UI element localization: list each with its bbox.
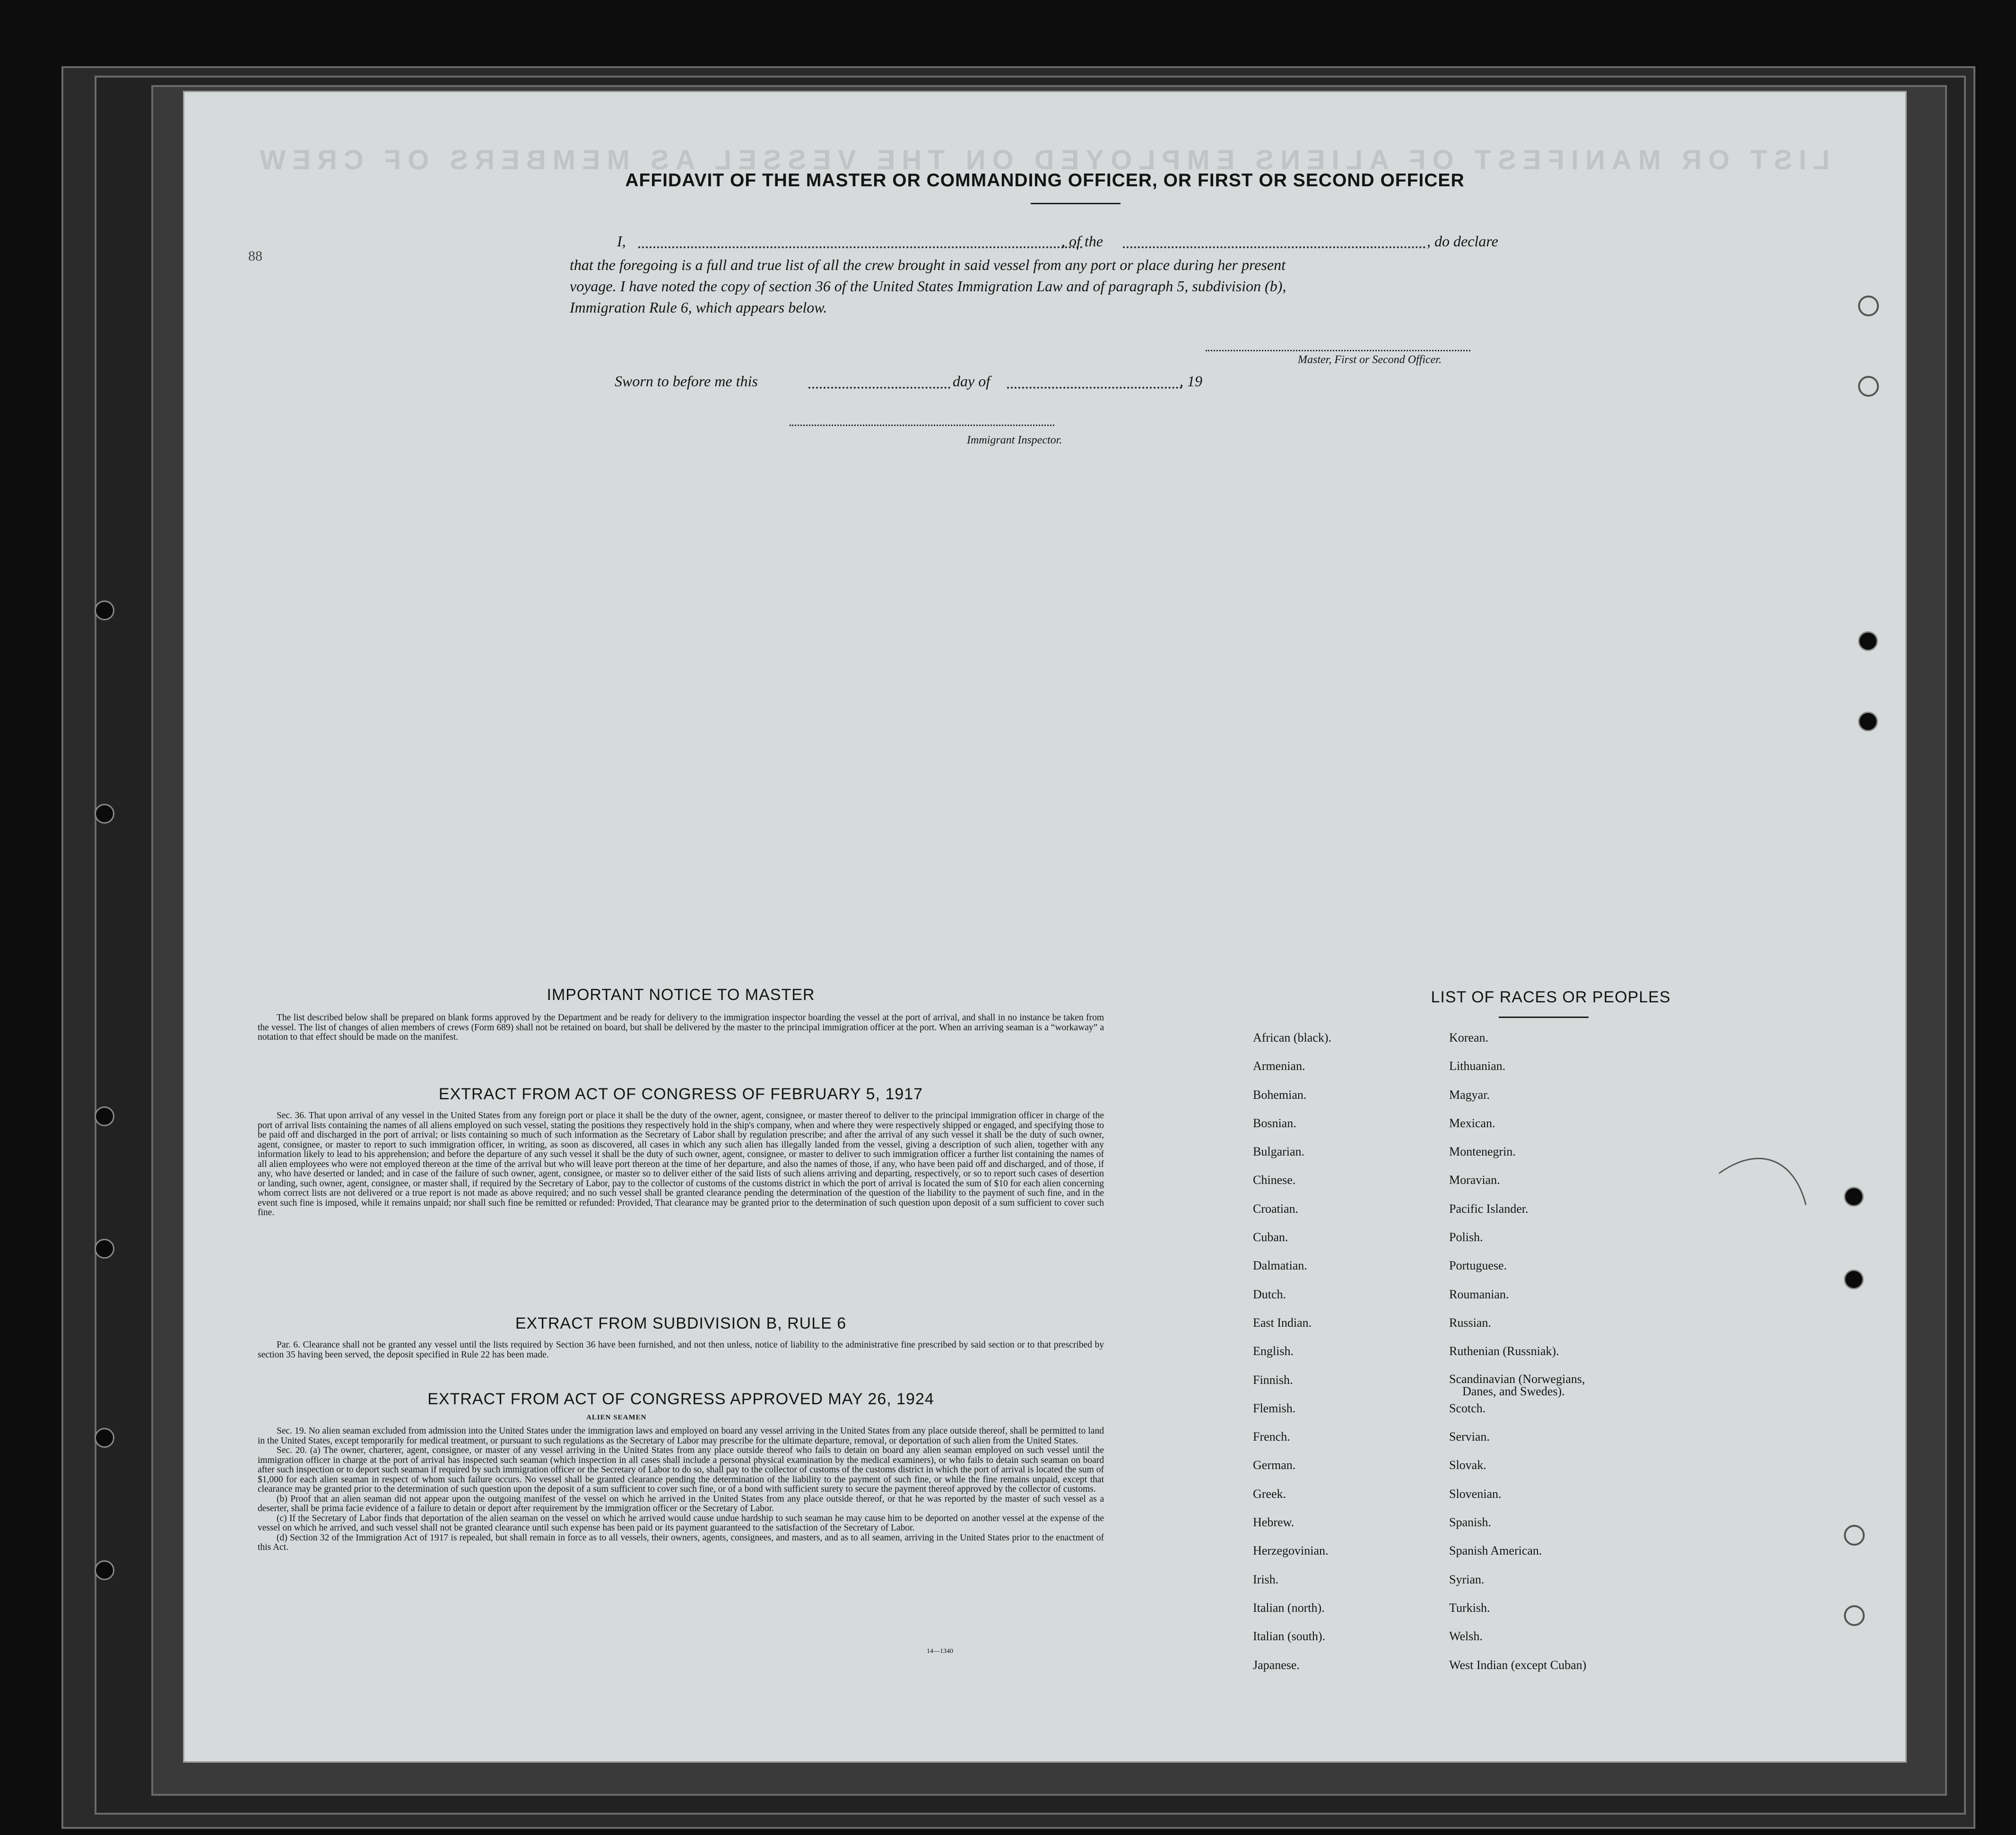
alien-seamen-subtitle: ALIEN SEAMEN: [586, 1414, 647, 1421]
race-item: Servian.: [1449, 1430, 1490, 1444]
race-item: French.: [1253, 1430, 1290, 1444]
sec-19-paragraph: Sec. 19. No alien seaman excluded from admission into the United States under the immigration laws and employed on board any vessel arriving in the United States from any place outside thereof, shall be permitted to land in the United States, except temporarily for medical treatment, or pursuant to such regulations as the Secretary of Labor may prescribe for the ultimate departure, removal, or deportation of such alien from the United States.: [258, 1426, 1104, 1446]
race-item: Bohemian.: [1253, 1087, 1307, 1102]
extract-1917-title: EXTRACT FROM ACT OF CONGRESS OF FEBRUARY 5, 1917: [438, 1085, 923, 1103]
sec-20c-paragraph: (c) If the Secretary of Labor finds that deportation of the alien seaman on the vessel on which he arrived would cause undue hardship to such seaman he may cause him to be deported on another vessel at the expense of the vessel on which he arrived, and such vessel shall not be granted clearance until such expense has been paid or its payment guaranteed to the satisfaction of the Secretary of Labor.: [258, 1513, 1104, 1533]
race-item: Dalmatian.: [1253, 1259, 1307, 1273]
races-left-column: [1253, 1031, 1331, 1687]
race-item: Scotch.: [1449, 1401, 1486, 1415]
section-36-paragraph: Sec. 36. That upon arrival of any vessel in the United States from any foreign port or place it shall be the duty of the owner, agent, consignee, or master thereof to deliver to the principal immigration officer in charge of the port of arrival lists containing the names of all aliens employed on such vessel, stating the positions they respectively hold in the ship's company, when and where they were respectively shipped or engaged, and specifying those to be paid off and discharged in the port of arrival; or lists containing so much of such information as the Secretary of Labor shall by regulation prescribe; and after the arrival of any such vessel it shall be the duty of such owner, agent, consignee, or master to report to such immigration officer, in writing, as soon as discovered, all cases in which any such alien has illegally landed from the vessel, giving a description of such alien, together with any information likely to lead to his apprehension; and before the departure of any such vessel it shall be the duty of such owner, agent, consignee, or master to deliver to such immigration officer a further list containing the names of all alien employees who were not employed thereon at the time of the arrival but who will leave port thereon at the time of her departure, and also the names of those, if any, who have been paid off and discharged, and of those, if any, who have deserted or landed; and in case of the failure of such owner, agent, consignee, or master so to deliver either of the said lists of such aliens arriving and departing, respectively, or so to report such cases of desertion or landing, such owner, agent, consignee, or master shall, if required by the Secretary of Labor, pay to the collector of customs of the customs district in which the port of arrival is located the sum of $10 for each alien concerning whom correct lists are not delivered or a true report is not made as above required; and no such vessel shall be granted clearance pending the determination of the question of the liability to the payment of such fine, and in the event such fine is imposed, while it remains unpaid; nor shall such fine be remitted or refunded: Provided, That clearance may be granted prior to the determination of such question upon deposit of a sum sufficient to cover such fine.: [258, 1111, 1104, 1218]
race-item: Japanese.: [1253, 1658, 1300, 1672]
race-item: Dutch.: [1253, 1287, 1286, 1301]
race-item: Korean.: [1449, 1031, 1489, 1044]
pencil-scribble: [1599, 1134, 1845, 1465]
extract-1924-title: EXTRACT FROM ACT OF CONGRESS APPROVED MAY 26, 1924: [427, 1390, 934, 1408]
punch-hole: [1858, 296, 1879, 316]
bleed-through-text: LIST OR MANIFEST OF ALIENS EMPLOYED ON THE VESSEL AS MEMBERS OF CREW: [253, 145, 1830, 175]
declaration-do-declare: , do declare: [1427, 233, 1498, 250]
punch-hole: [1844, 1525, 1865, 1546]
race-item: Russian.: [1449, 1315, 1491, 1330]
binder-hole: [95, 1239, 114, 1259]
sec-20b-paragraph: (b) Proof that an alien seaman did not appear upon the outgoing manifest of the vessel on which he arrived in the United States from any place outside thereof, or that he was reported by the master of such vessel as a deserter, shall be prima facie evidence of a failure to detain or deport after requirement by the immigration officer or the Secretary of Labor.: [258, 1494, 1104, 1513]
race-item: East Indian.: [1253, 1315, 1312, 1330]
race-item-multiline: [1449, 1373, 1586, 1401]
race-item: Montenegrin.: [1449, 1145, 1516, 1159]
races-title: LIST OF RACES OR PEOPLES: [1431, 988, 1671, 1006]
declaration-line-3: voyage. I have noted the copy of section 36 of the United States Immigration Law and of paragraph 5, subdivision (b),: [570, 278, 1286, 295]
name-blank: [638, 246, 1083, 248]
race-item: Bosnian.: [1253, 1116, 1296, 1130]
race-item: Moravian.: [1449, 1173, 1500, 1187]
race-item: Armenian.: [1253, 1059, 1305, 1073]
binder-hole: [95, 804, 114, 824]
race-item: Polish.: [1449, 1230, 1483, 1244]
race-item: Portuguese.: [1449, 1259, 1507, 1273]
race-item: Turkish.: [1449, 1600, 1490, 1615]
binder-hole: [95, 1106, 114, 1126]
declaration-i: I,: [617, 233, 626, 250]
race-item: Roumanian.: [1449, 1287, 1509, 1301]
race-item: German.: [1253, 1458, 1296, 1472]
declaration-line-2: that the foregoing is a full and true list of all the crew brought in said vessel from any port or place during her present: [570, 256, 1286, 273]
punch-hole: [1844, 1187, 1864, 1207]
binder-hole: [95, 600, 114, 620]
race-item: Pacific Islander.: [1449, 1201, 1529, 1216]
race-item: Herzegovinian.: [1253, 1544, 1329, 1558]
race-item: African (black).: [1253, 1031, 1332, 1044]
sworn-text: Sworn to before me this: [615, 373, 758, 390]
master-label: Master, First or Second Officer.: [1298, 354, 1442, 366]
notice-paragraph: The list described below shall be prepared on blank forms approved by the Department and be ready for delivery to the immigration inspector boarding the vessel at the port of arrival, and shall in no instance be taken from the vessel. The list of changes of alien members of crews (Form 689) shall not be retained on board, but shall be delivered by the master to the principal immigration officer at the port. When an arriving seaman is a “workaway” a notation to that effect should be made on the manifest.: [258, 1013, 1104, 1042]
inspector-label: Immigrant Inspector.: [967, 434, 1062, 446]
race-item: Spanish American.: [1449, 1544, 1542, 1558]
race-item: Syrian.: [1449, 1572, 1485, 1586]
race-item: Croatian.: [1253, 1201, 1299, 1216]
extract-1924-text: [258, 1426, 1104, 1663]
punch-hole: [1844, 1270, 1864, 1289]
race-item: Italian (south).: [1253, 1629, 1326, 1644]
master-signature-line: [1206, 350, 1470, 351]
race-item: Italian (north).: [1253, 1600, 1325, 1615]
race-item: English.: [1253, 1344, 1294, 1358]
notice-title: IMPORTANT NOTICE TO MASTER: [547, 986, 815, 1004]
races-right-column: [1449, 1031, 1586, 1687]
race-item: Chinese.: [1253, 1173, 1296, 1187]
sworn-month-blank: [1007, 387, 1182, 389]
extract-rule6-text: [258, 1340, 1104, 1371]
extract-1917-text: [258, 1111, 1104, 1286]
inspector-signature-line: [790, 425, 1054, 426]
punch-hole: [1858, 712, 1878, 731]
par-6-paragraph: Par. 6. Clearance shall not be granted any vessel until the lists required by Section 36 have been furnished, and not then unless, notice of liability to the administrative fine prescribed by said section or to that prescribed by section 35 having been served, the deposit specified in Rule 22 has been made.: [258, 1340, 1104, 1360]
race-item: Slovenian.: [1449, 1487, 1502, 1501]
race-item: Spanish.: [1449, 1515, 1491, 1530]
race-item-continuation: Danes, and Swedes).: [1462, 1384, 1565, 1398]
title-rule: [1031, 203, 1121, 204]
declaration-of-the: , of the: [1061, 233, 1103, 250]
race-item: Hebrew.: [1253, 1515, 1295, 1530]
punch-hole: [1844, 1605, 1865, 1626]
punch-hole: [1858, 631, 1878, 651]
notice-text: [258, 1013, 1104, 1056]
day-of-text: day of: [953, 373, 991, 390]
race-item: Magyar.: [1449, 1087, 1490, 1102]
race-item: Welsh.: [1449, 1629, 1483, 1644]
race-item: Greek.: [1253, 1487, 1286, 1501]
race-item: Finnish.: [1253, 1373, 1293, 1387]
page-mark: 88: [248, 248, 262, 264]
race-item: Slovak.: [1449, 1458, 1486, 1472]
vessel-blank: [1123, 246, 1425, 248]
affidavit-title: AFFIDAVIT OF THE MASTER OR COMMANDING OFFICER, OR FIRST OR SECOND OFFICER: [625, 170, 1465, 191]
binder-hole: [95, 1428, 114, 1448]
race-item: Lithuanian.: [1449, 1059, 1506, 1073]
extract-rule6-title: EXTRACT FROM SUBDIVISION B, RULE 6: [515, 1314, 847, 1332]
race-item: Ruthenian (Russniak).: [1449, 1344, 1559, 1358]
race-item: Bulgarian.: [1253, 1145, 1305, 1159]
year-text: , 19: [1180, 373, 1202, 390]
race-item: Mexican.: [1449, 1116, 1495, 1130]
punch-hole: [1858, 376, 1879, 397]
sec-20d-paragraph: (d) Section 32 of the Immigration Act of 1917 is repealed, but shall remain in force as to all vessels, their owners, agents, consignees, and masters, and as to all seamen, arriving in the United States prior to the enactment of this Act.: [258, 1532, 1104, 1552]
binder-hole: [95, 1560, 114, 1580]
race-item: Flemish.: [1253, 1401, 1296, 1415]
race-item: Cuban.: [1253, 1230, 1288, 1244]
manifest-page: [184, 92, 1905, 1761]
races-rule: [1499, 1017, 1589, 1018]
race-item: West Indian (except Cuban): [1449, 1658, 1587, 1672]
sec-20a-paragraph: Sec. 20. (a) The owner, charterer, agent, consignee, or master of any vessel arriving in the United States from any place outside thereof who fails to detain on board any alien seaman employed on such vessel until the immigration officer in charge at the port of arrival has inspected such seaman (which inspection in all cases shall include a personal physical examination by the medical examiners), or who fails to detain such seaman on board after such inspection or to deport such seaman if required by such immigration officer or the Secretary of Labor to do so, shall pay to the collector of customs of the customs district in which the port of arrival is located the sum of $1,000 for each alien seaman in respect of whom such failure occurs. No vessel shall be granted clearance pending the determination of the liability to the payment of such fine, or while the fine remains unpaid, except that clearance may be granted prior to the determination of such question upon the deposit of a sum sufficient to cover such fine, or of a bond with sufficient surety to secure the payment thereof approved by the collector of customs.: [258, 1445, 1104, 1494]
sworn-day-blank: [808, 387, 950, 389]
race-item: Irish.: [1253, 1572, 1279, 1586]
race-item: Scandinavian (Norwegians,: [1449, 1372, 1585, 1386]
form-number: 14—1340: [927, 1648, 953, 1655]
declaration-line-4: Immigration Rule 6, which appears below.: [570, 299, 827, 316]
